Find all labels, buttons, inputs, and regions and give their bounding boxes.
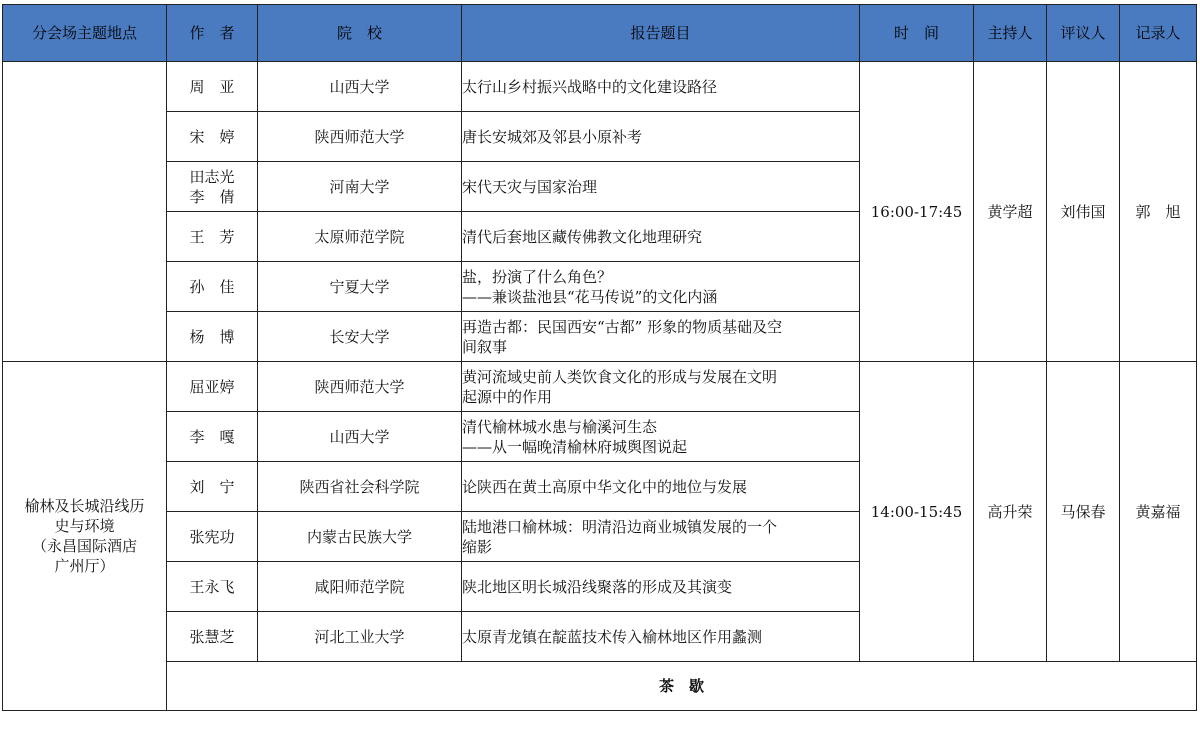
title-cell: 陕北地区明长城沿线聚落的形成及其演变 — [462, 562, 860, 612]
school-cell: 河南大学 — [258, 162, 462, 212]
school-cell: 宁夏大学 — [258, 262, 462, 312]
school-cell: 山西大学 — [258, 412, 462, 462]
school-cell: 太原师范学院 — [258, 212, 462, 262]
author-cell: 杨 博 — [167, 312, 258, 362]
header-author: 作 者 — [167, 5, 258, 62]
title-cell — [462, 362, 860, 412]
author-line: 田志光 — [189, 167, 235, 186]
school-cell: 长安大学 — [258, 312, 462, 362]
session1-reviewer: 刘伟国 — [1047, 62, 1120, 362]
schedule-table — [2, 4, 1197, 711]
venue-line: 广州厅） — [54, 557, 115, 575]
author-cell — [167, 162, 258, 212]
school-cell: 内蒙古民族大学 — [258, 512, 462, 562]
title-line: 陆地港口榆林城：明清沿边商业城镇发展的一个 — [462, 517, 778, 536]
school-cell: 山西大学 — [258, 62, 462, 112]
tea-break-row — [3, 662, 1197, 711]
title-cell: 宋代天灾与国家治理 — [462, 162, 860, 212]
school-cell: 咸阳师范学院 — [258, 562, 462, 612]
session2-time: 14:00-15:45 — [860, 362, 974, 662]
title-cell — [462, 312, 860, 362]
title-cell: 论陕西在黄土高原中华文化中的地位与发展 — [462, 462, 860, 512]
title-line: 起源中的作用 — [462, 387, 553, 406]
venue-line: 史与环境 — [54, 517, 115, 535]
title-line: 间叙事 — [462, 337, 508, 356]
author-cell: 刘 宁 — [167, 462, 258, 512]
session1-host: 黄学超 — [974, 62, 1047, 362]
title-line: 盐，扮演了什么角色？ — [462, 267, 613, 286]
header-host: 主持人 — [974, 5, 1047, 62]
header-row — [3, 5, 1197, 62]
school-cell: 陕西师范大学 — [258, 112, 462, 162]
header-reviewer: 评议人 — [1047, 5, 1120, 62]
venue-line: （永昌国际酒店 — [31, 537, 137, 555]
title-cell: 太原青龙镇在靛蓝技术传入榆林地区作用蠡测 — [462, 612, 860, 662]
author-cell: 王 芳 — [167, 212, 258, 262]
session2-recorder: 黄嘉福 — [1120, 362, 1197, 662]
title-line: ——从一幅晚清榆林府城舆图说起 — [462, 437, 688, 456]
title-line: 清代榆林城水患与榆溪河生态 — [462, 417, 658, 436]
header-title: 报告题目 — [462, 5, 860, 62]
title-cell — [462, 262, 860, 312]
tea-break-label: 茶 歇 — [167, 662, 1197, 711]
author-cell: 张宪功 — [167, 512, 258, 562]
title-line: 缩影 — [462, 537, 493, 556]
title-cell: 清代后套地区藏传佛教文化地理研究 — [462, 212, 860, 262]
session1-venue — [3, 62, 167, 362]
author-cell: 张慧芝 — [167, 612, 258, 662]
table-row — [3, 62, 1197, 112]
header-recorder: 记录人 — [1120, 5, 1197, 62]
title-cell — [462, 512, 860, 562]
title-cell — [462, 412, 860, 462]
session2-host: 高升荣 — [974, 362, 1047, 662]
header-venue: 分会场主题地点 — [3, 5, 167, 62]
author-cell: 李 嘎 — [167, 412, 258, 462]
title-cell: 唐长安城郊及邻县小原补考 — [462, 112, 860, 162]
session1-recorder: 郭 旭 — [1120, 62, 1197, 362]
title-cell: 太行山乡村振兴战略中的文化建设路径 — [462, 62, 860, 112]
school-cell: 河北工业大学 — [258, 612, 462, 662]
author-line: 李 倩 — [189, 187, 235, 206]
title-line: ——兼谈盐池县“花马传说”的文化内涵 — [462, 287, 718, 306]
title-line: 再造古都：民国西安“古都” 形象的物质基础及空 — [462, 317, 783, 336]
author-cell: 王永飞 — [167, 562, 258, 612]
school-cell: 陕西师范大学 — [258, 362, 462, 412]
author-cell: 周 亚 — [167, 62, 258, 112]
title-line: 黄河流域史前人类饮食文化的形成与发展在文明 — [462, 367, 778, 386]
author-cell: 孙 佳 — [167, 262, 258, 312]
session2-venue — [3, 362, 167, 711]
table-row — [3, 362, 1197, 412]
header-school: 院 校 — [258, 5, 462, 62]
author-cell: 宋 婷 — [167, 112, 258, 162]
session2-reviewer: 马保春 — [1047, 362, 1120, 662]
session1-time: 16:00-17:45 — [860, 62, 974, 362]
header-time: 时 间 — [860, 5, 974, 62]
author-cell: 屈亚婷 — [167, 362, 258, 412]
venue-line: 榆林及长城沿线历 — [24, 497, 145, 515]
school-cell: 陕西省社会科学院 — [258, 462, 462, 512]
